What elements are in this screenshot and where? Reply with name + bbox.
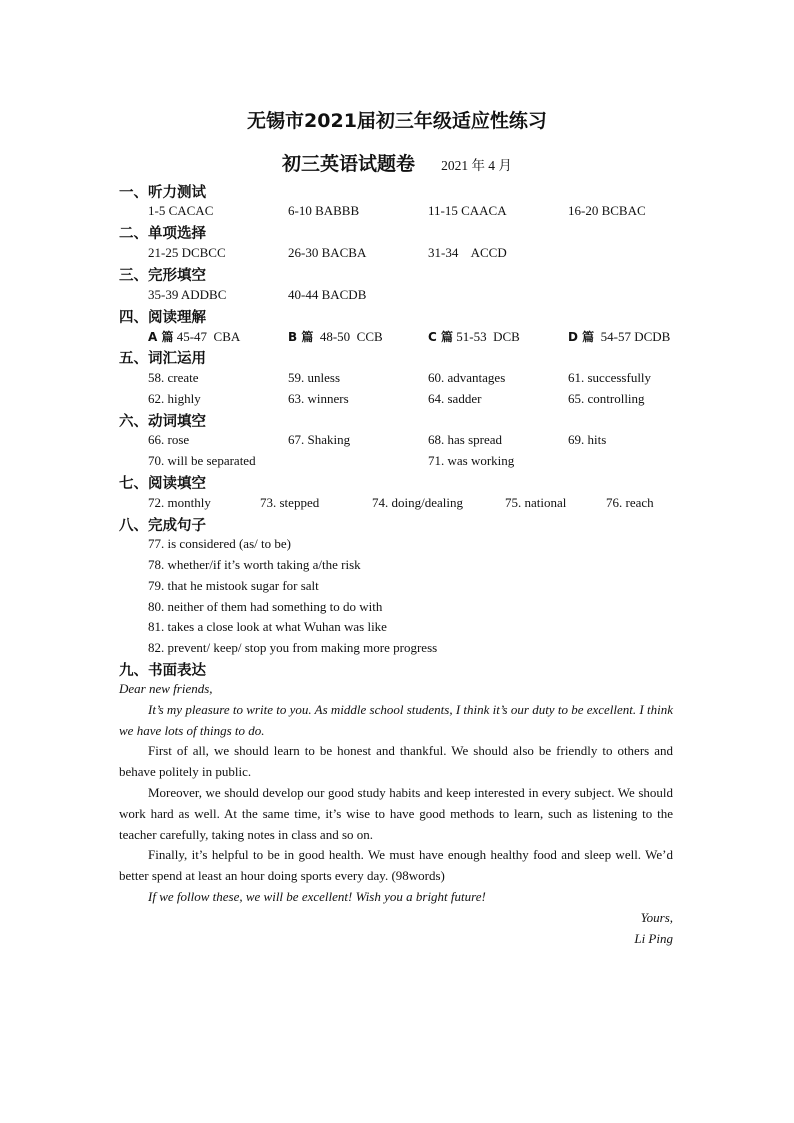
answer-item: 73. stepped [260,495,320,510]
answer-value: 45-47 CBA [173,329,241,344]
answer-item: 6-10 BABBB [288,203,360,218]
answer-item: 58. create [148,370,199,385]
answer-item: 61. successfully [568,370,652,385]
answer-item: 82. prevent/ keep/ stop you from making more progress [148,640,438,655]
answer-item: 21-25 DCBCC [148,245,226,260]
answer-item: 59. unless [288,370,340,385]
model-essay [119,679,673,908]
essay-signature: Li Ping [634,931,673,946]
section-heading-reading-fill: 七、阅读填空 [119,476,206,492]
section-heading-writing: 九、书面表达 [119,663,206,679]
answer-item [568,328,670,345]
answer-item: 70. will be separated [148,453,256,468]
answer-item: 74. doing/dealing [372,495,463,510]
answer-item: 79. that he mistook sugar for salt [148,578,319,593]
answer-item: 75. national [505,495,567,510]
answer-item [288,328,383,345]
answer-item [148,328,240,345]
section-heading-sentences: 八、完成句子 [119,518,206,534]
answer-item: 68. has spread [428,432,503,447]
answer-item: 78. whether/if it’s worth taking a/the risk [148,557,361,572]
answer-item: 67. Shaking [288,432,351,447]
section-heading-verbs: 六、动词填空 [119,414,206,430]
essay-paragraph: First of all, we should learn to be honest and thankful. We should also be friendly to others and behave politely in public. [119,743,673,780]
passage-label: A 篇 [148,330,174,344]
answer-item: 72. monthly [148,495,211,510]
section-heading-listening: 一、听力测试 [119,185,206,201]
answer-item: 60. advantages [428,370,506,385]
passage-label: D 篇 [568,330,595,344]
answer-item: 77. is considered (as/ to be) [148,536,291,551]
answer-item: 63. winners [288,391,349,406]
section-heading-vocabulary: 五、词汇运用 [119,351,206,367]
section-heading-reading: 四、阅读理解 [119,310,206,326]
answer-value: 51-53 DCB [453,329,520,344]
exam-date: 2021 年 4 月 [441,158,512,173]
answer-item: 26-30 BACBA [288,245,367,260]
answer-item: 65. controlling [568,391,645,406]
answer-item: 1-5 CACAC [148,203,214,218]
essay-closing: Yours, [640,910,673,925]
essay-paragraph: Finally, it’s helpful to be in good health. We must have enough healthy food and sleep well. We’d better spend at least an hour doing sports every day. (98words) [119,847,673,884]
answer-item: 11-15 CAACA [428,203,507,218]
answer-value: 54-57 DCDB [594,329,671,344]
section-heading-cloze: 三、完形填空 [119,268,206,284]
answer-value: 48-50 CCB [313,329,383,344]
page-subtitle [0,149,794,176]
subtitle-text: 初三英语试题卷 [282,153,416,175]
answer-item: 80. neither of them had something to do with [148,599,383,614]
answer-item: 31-34 ACCD [428,245,507,260]
answer-item: 35-39 ADDBC [148,287,227,302]
essay-paragraph: Moreover, we should develop our good study habits and keep interested in every subject. We should work hard as well. At the same time, it’s wise to have good methods to learn, such as listening to the teacher carefully, taking notes in class and so on. [119,784,673,842]
answer-item: 62. highly [148,391,201,406]
answer-item: 16-20 BCBAC [568,203,646,218]
answer-item [428,328,520,345]
answer-item: 40-44 BACDB [288,287,367,302]
answer-item: 64. sadder [428,391,482,406]
passage-label: C 篇 [428,330,453,344]
answer-item: 69. hits [568,432,607,447]
essay-paragraph: If we follow these, we will be excellent! Wish you a bright future! [148,888,486,904]
answer-item: 71. was working [428,453,515,468]
answer-item: 81. takes a close look at what Wuhan was like [148,619,387,634]
answer-item: 76. reach [606,495,654,510]
passage-label: B 篇 [288,330,314,344]
page-title: 无锡市2021届初三年级适应性练习 [247,110,547,132]
section-heading-single-choice: 二、单项选择 [119,226,206,242]
answer-item: 66. rose [148,432,190,447]
essay-paragraph: It’s my pleasure to write to you. As middle school students, I think it’s our duty to be excellent. I think we have lots of things to do. [119,701,673,738]
essay-greeting: Dear new friends, [119,681,213,696]
